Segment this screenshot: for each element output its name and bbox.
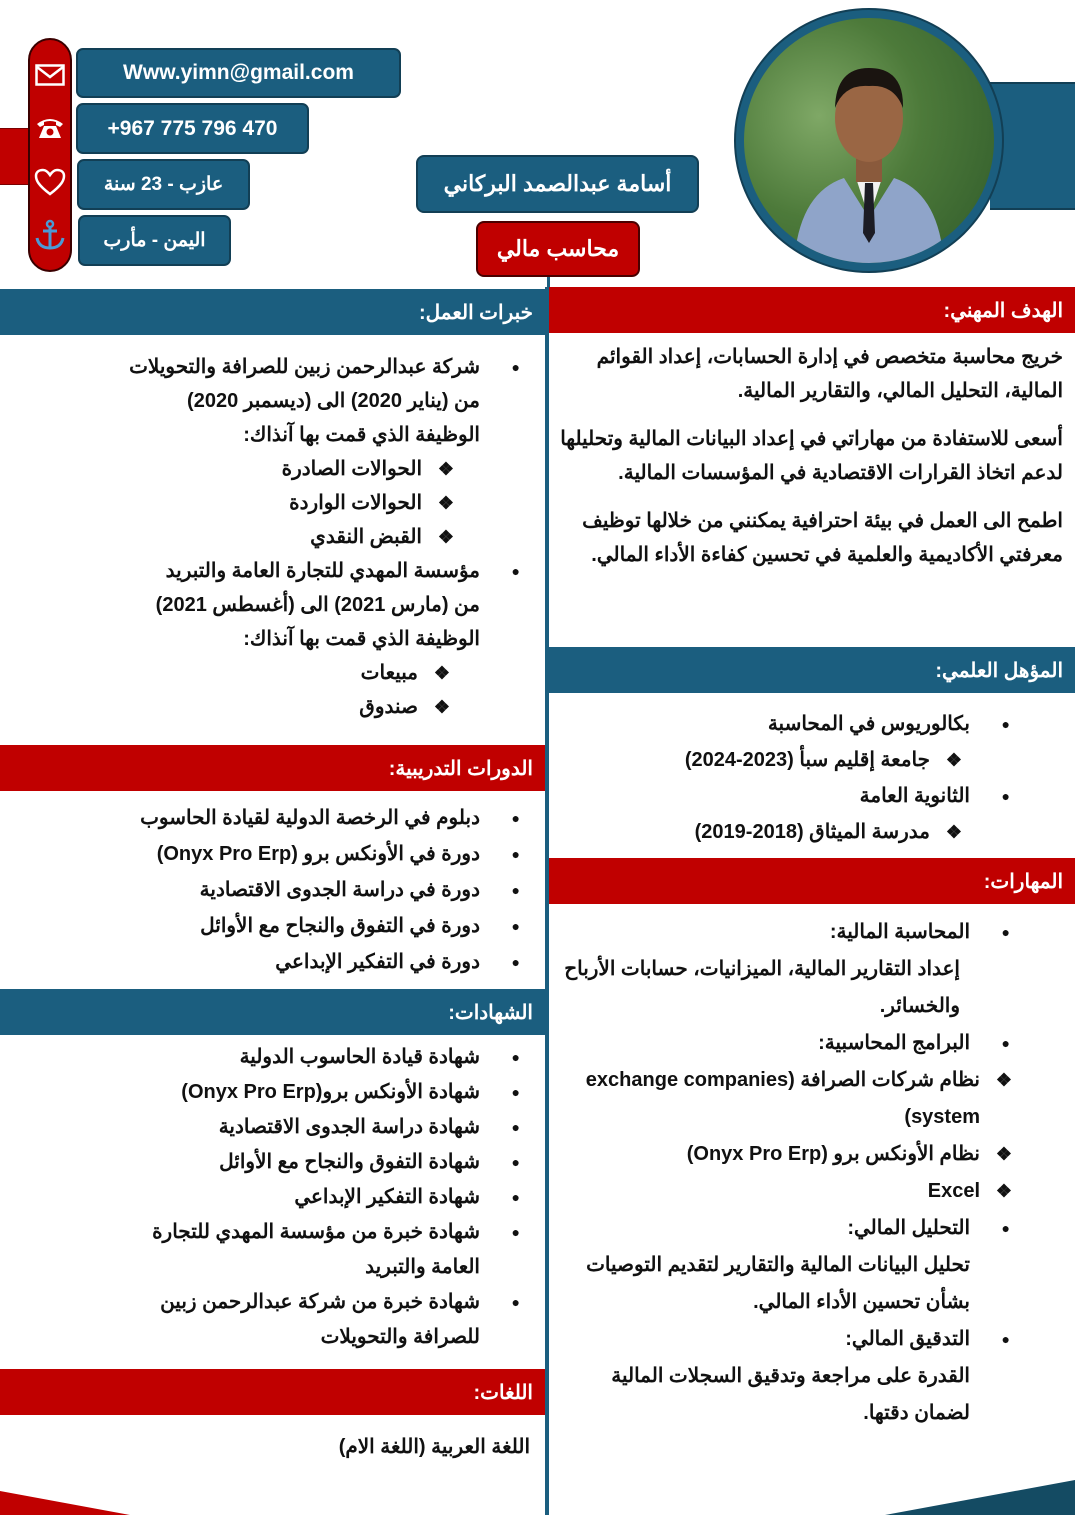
certificates-heading: الشهادات: bbox=[0, 989, 545, 1035]
software-item: ❖ Excel bbox=[550, 1173, 1020, 1210]
course-item: ● دبلوم في الرخصة الدولية لقيادة الحاسوب bbox=[60, 800, 530, 836]
software-item: ❖ نظام شركات الصرافة (exchange companies system) bbox=[550, 1062, 1020, 1136]
skills-section bbox=[560, 914, 1020, 1432]
skill-title: التدقيق المالي: bbox=[845, 1328, 970, 1350]
skill-title: المحاسبة المالية: bbox=[829, 921, 970, 943]
objective-paragraph: خريج محاسبة متخصص في إدارة الحسابات، إعداد القوائم المالية، التحليل المالي، والتقارير المالية. bbox=[596, 346, 1063, 402]
decorative-corner-red bbox=[0, 1491, 130, 1515]
skill-description: القدرة على مراجعة وتدقيق السجلات المالية لضمان دقتها. bbox=[611, 1365, 970, 1424]
course-item: ● دورة في التفكير الإبداعي bbox=[60, 944, 530, 980]
education-item bbox=[560, 706, 1020, 778]
connector-line bbox=[547, 277, 550, 287]
course-item: ● دورة في التفوق والنجاح مع الأوائل bbox=[60, 908, 530, 944]
experience-item bbox=[60, 554, 530, 724]
education-section bbox=[560, 706, 1020, 850]
heart-icon bbox=[34, 167, 66, 197]
telephone-icon bbox=[35, 113, 65, 143]
duty-item: ❖ مبيعات bbox=[60, 656, 458, 690]
duty-item: ❖ الحوالات الصادرة bbox=[60, 452, 462, 486]
course-item: ● دورة في الأونكس برو (Onyx Pro Erp) bbox=[60, 836, 530, 872]
language-item: اللغة العربية (اللغة الام) bbox=[338, 1436, 530, 1458]
skill-title: التحليل المالي: bbox=[847, 1217, 970, 1239]
duties-label: الوظيفة الذي قمت بها آنذاك: bbox=[243, 628, 480, 650]
objective-section bbox=[560, 340, 1063, 586]
objective-heading: الهدف المهني: bbox=[549, 287, 1075, 333]
degree-title: الثانوية العامة bbox=[859, 785, 970, 807]
envelope-icon bbox=[35, 60, 65, 90]
contact-icons-pill bbox=[28, 38, 72, 272]
duty-item: ❖ صندوق bbox=[60, 690, 458, 724]
courses-section bbox=[60, 800, 530, 980]
certificate-item: ● شهادة قيادة الحاسوب الدولية bbox=[60, 1040, 530, 1075]
skills-heading: المهارات: bbox=[549, 858, 1075, 904]
company-name: شركة عبدالرحمن زبين للصرافة والتحويلات bbox=[129, 356, 480, 378]
employment-period: من (يناير 2020) الى (ديسمبر 2020) bbox=[187, 390, 480, 412]
skill-item bbox=[560, 1025, 1020, 1210]
skill-item bbox=[560, 1321, 1020, 1432]
company-name: مؤسسة المهدي للتجارة العامة والتبريد bbox=[165, 560, 480, 582]
decorative-corner-blue bbox=[885, 1480, 1075, 1515]
duties-label: الوظيفة الذي قمت بها آنذاك: bbox=[243, 424, 480, 446]
certificate-item: ● شهادة خبرة من شركة عبدالرحمن زبين للصرافة والتحويلات bbox=[60, 1285, 530, 1355]
education-detail: ❖ جامعة إقليم سبأ (2023-2024) bbox=[560, 742, 970, 778]
phone-field[interactable]: +967 775 796 470 bbox=[76, 103, 309, 154]
course-item: ● دورة في دراسة الجدوى الاقتصادية bbox=[60, 872, 530, 908]
employment-period: من (مارس 2021) الى (أغسطس 2021) bbox=[155, 594, 480, 616]
experience-heading: خبرات العمل: bbox=[0, 289, 545, 335]
profile-photo bbox=[744, 18, 994, 263]
candidate-name: أسامة عبدالصمد البركاني bbox=[416, 155, 699, 213]
skill-title: البرامج المحاسبية: bbox=[818, 1032, 970, 1054]
certificate-item: ● شهادة خبرة من مؤسسة المهدي للتجارة العامة والتبريد bbox=[60, 1215, 530, 1285]
anchor-icon bbox=[34, 220, 66, 250]
languages-section bbox=[200, 1430, 530, 1464]
education-item bbox=[560, 778, 1020, 850]
skill-description: إعداد التقارير المالية، الميزانيات، حسابات الأرباح والخسائر. bbox=[564, 958, 960, 1017]
certificate-item: ● شهادة دراسة الجدوى الاقتصادية bbox=[60, 1110, 530, 1145]
software-item: ❖ نظام الأونكس برو (Onyx Pro Erp) bbox=[550, 1136, 1020, 1173]
degree-title: بكالوريوس في المحاسبة bbox=[767, 713, 970, 735]
languages-heading: اللغات: bbox=[0, 1369, 545, 1415]
skill-description: تحليل البيانات المالية والتقارير لتقديم التوصيات بشأن تحسين الأداء المالي. bbox=[586, 1254, 970, 1313]
certificates-section bbox=[60, 1040, 530, 1355]
certificate-item: ● شهادة التفوق والنجاح مع الأوائل bbox=[60, 1145, 530, 1180]
email-field[interactable]: Www.yimn@gmail.com bbox=[76, 48, 401, 98]
certificate-item: ● شهادة التفكير الإبداعي bbox=[60, 1180, 530, 1215]
marital-status-age: عازب - 23 سنة bbox=[77, 159, 250, 210]
profile-photo-frame bbox=[734, 8, 1004, 273]
location-field: اليمن - مأرب bbox=[78, 215, 231, 266]
experience-item bbox=[60, 350, 530, 554]
skill-item bbox=[560, 914, 1020, 1025]
objective-paragraph: اطمح الى العمل في بيئة احترافية يمكنني من خلالها توظيف معرفتي الأكاديمية والعلمية في تحسين كفاءة الأداء المالي. bbox=[582, 510, 1063, 566]
duty-item: ❖ الحوالات الواردة bbox=[60, 486, 462, 520]
objective-paragraph: أسعى للاستفادة من مهاراتي في إعداد البيانات المالية وتحليلها لدعم اتخاذ القرارات الاقتصادية في المؤسسات المالية. bbox=[560, 428, 1063, 484]
job-title-badge: محاسب مالي bbox=[476, 221, 640, 277]
courses-heading: الدورات التدريبية: bbox=[0, 745, 545, 791]
experience-section bbox=[60, 350, 530, 724]
certificate-item: ● شهادة الأونكس برو(Onyx Pro Erp) bbox=[60, 1075, 530, 1110]
duty-item: ❖ القبض النقدي bbox=[60, 520, 462, 554]
education-heading: المؤهل العلمي: bbox=[549, 647, 1075, 693]
education-detail: ❖ مدرسة الميثاق (2018-2019) bbox=[560, 814, 970, 850]
skill-item bbox=[560, 1210, 1020, 1321]
